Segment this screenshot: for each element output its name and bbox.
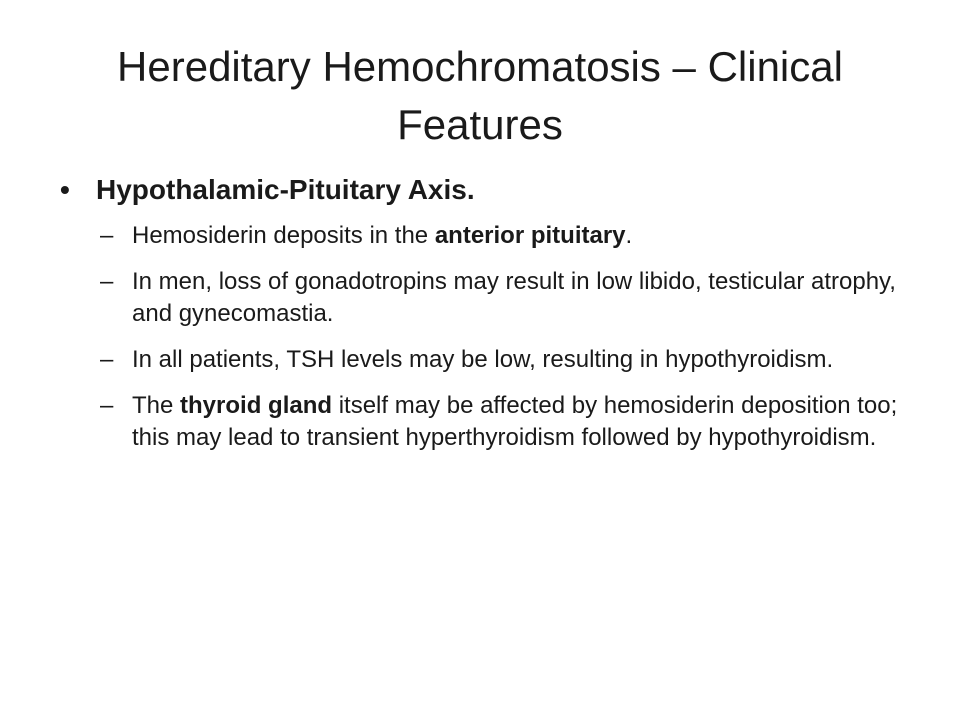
sub-bullet-marker: – (100, 346, 114, 373)
sub-bullet (60, 266, 900, 330)
sub-bullet-text: Hemosiderin deposits in the (132, 222, 435, 249)
sub-bullet-list (60, 220, 900, 454)
sub-bullet (60, 390, 900, 454)
sub-bullet (60, 344, 900, 376)
main-bullet-text: Hypothalamic-Pituitary Axis. (96, 174, 475, 205)
sub-bullet-text: In all patients, TSH levels may be low, resulting in hypothyroidism. (132, 346, 834, 373)
sub-bullet-text: The (132, 392, 181, 419)
slide-body (60, 170, 900, 468)
sub-bullet-marker: – (100, 392, 114, 419)
emphasized-text: thyroid gland (180, 392, 333, 419)
slide-title: Hereditary Hemochromatosis – Clinical Features (117, 43, 843, 148)
sub-bullet-marker: – (100, 222, 114, 249)
sub-bullet-text: In men, loss of gonadotropins may result in low libido, testicular atrophy, and gynecomastia. (132, 268, 896, 327)
sub-bullet-text: itself may be affected by hemosiderin deposition too; this may lead to transient hyperthyroidism followed by hypothyroidism. (132, 392, 898, 451)
sub-bullet-text: . (625, 222, 633, 249)
emphasized-text: anterior pituitary (434, 222, 626, 249)
main-bullet (60, 170, 900, 210)
sub-bullet-marker: – (100, 268, 114, 295)
bullet-marker: • (60, 174, 70, 205)
sub-bullet (60, 220, 900, 252)
